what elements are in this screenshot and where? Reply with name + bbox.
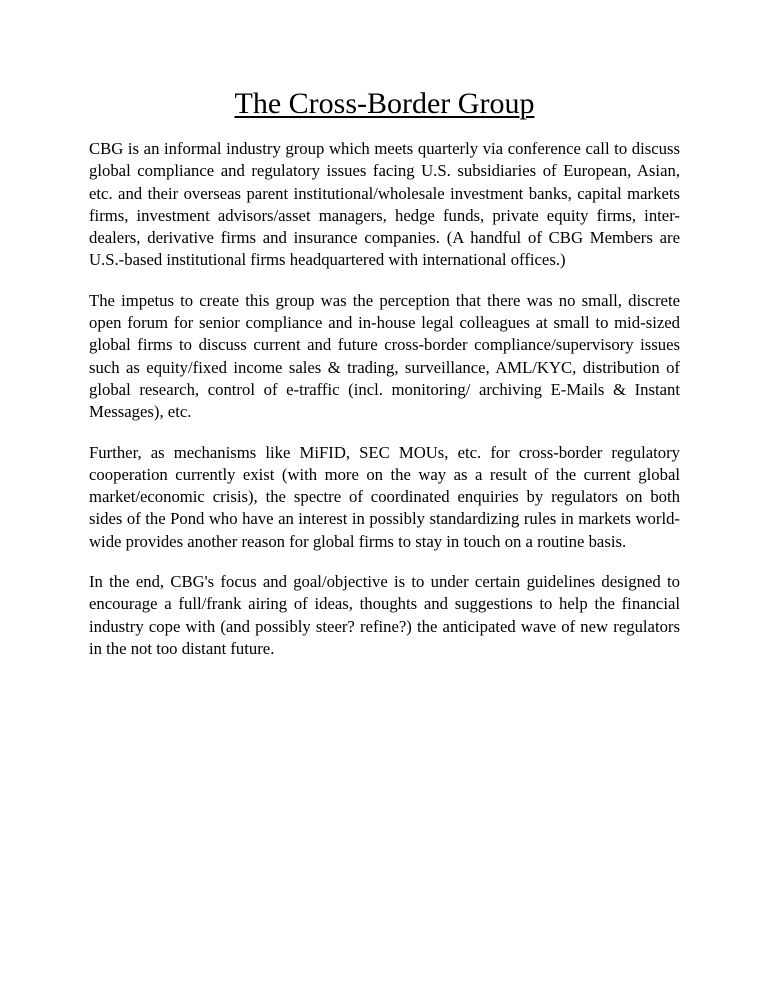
paragraph-regulatory-cooperation: Further, as mechanisms like MiFID, SEC MOUs, etc. for cross-border regulatory cooperation currently exist (with more on the way as a result of the current global market/economic crisis), the spectre of coordinated enquiries by regulators on both sides of the Pond who have an interest in possibly standardizing rules in markets world-wide provides another reason for global firms to stay in touch on a routine basis. bbox=[89, 442, 680, 551]
document-page bbox=[89, 84, 680, 678]
paragraph-impetus: The impetus to create this group was the perception that there was no small, discrete open forum for senior compliance and in-house legal colleagues at small to mid-sized global firms to discuss current and future cross-border compliance/supervisory issues such as equity/fixed income sales & trading, surveillance, AML/KYC, distribution of global research, control of e-traffic (incl. monitoring/ archiving E-Mails & Instant Messages), etc. bbox=[89, 290, 680, 422]
paragraph-objective: In the end, CBG's focus and goal/objective is to under certain guidelines designed to encourage a full/frank airing of ideas, thoughts and suggestions to help the financial industry cope with (and possibly steer? refine?) the anticipated wave of new regulators in the not too distant future. bbox=[89, 572, 680, 658]
paragraph-intro: CBG is an informal industry group which meets quarterly via conference call to discuss global compliance and regulatory issues facing U.S. subsidiaries of European, Asian, etc. and their overseas parent institutional/wholesale investment banks, capital markets firms, investment advisors/asset managers, hedge funds, private equity firms, inter-dealers, derivative firms and insurance companies. (A handful of CBG Members are U.S.-based institutional firms headquartered with international offices.) bbox=[89, 139, 680, 270]
document-title: The Cross-Border Group bbox=[234, 87, 535, 120]
